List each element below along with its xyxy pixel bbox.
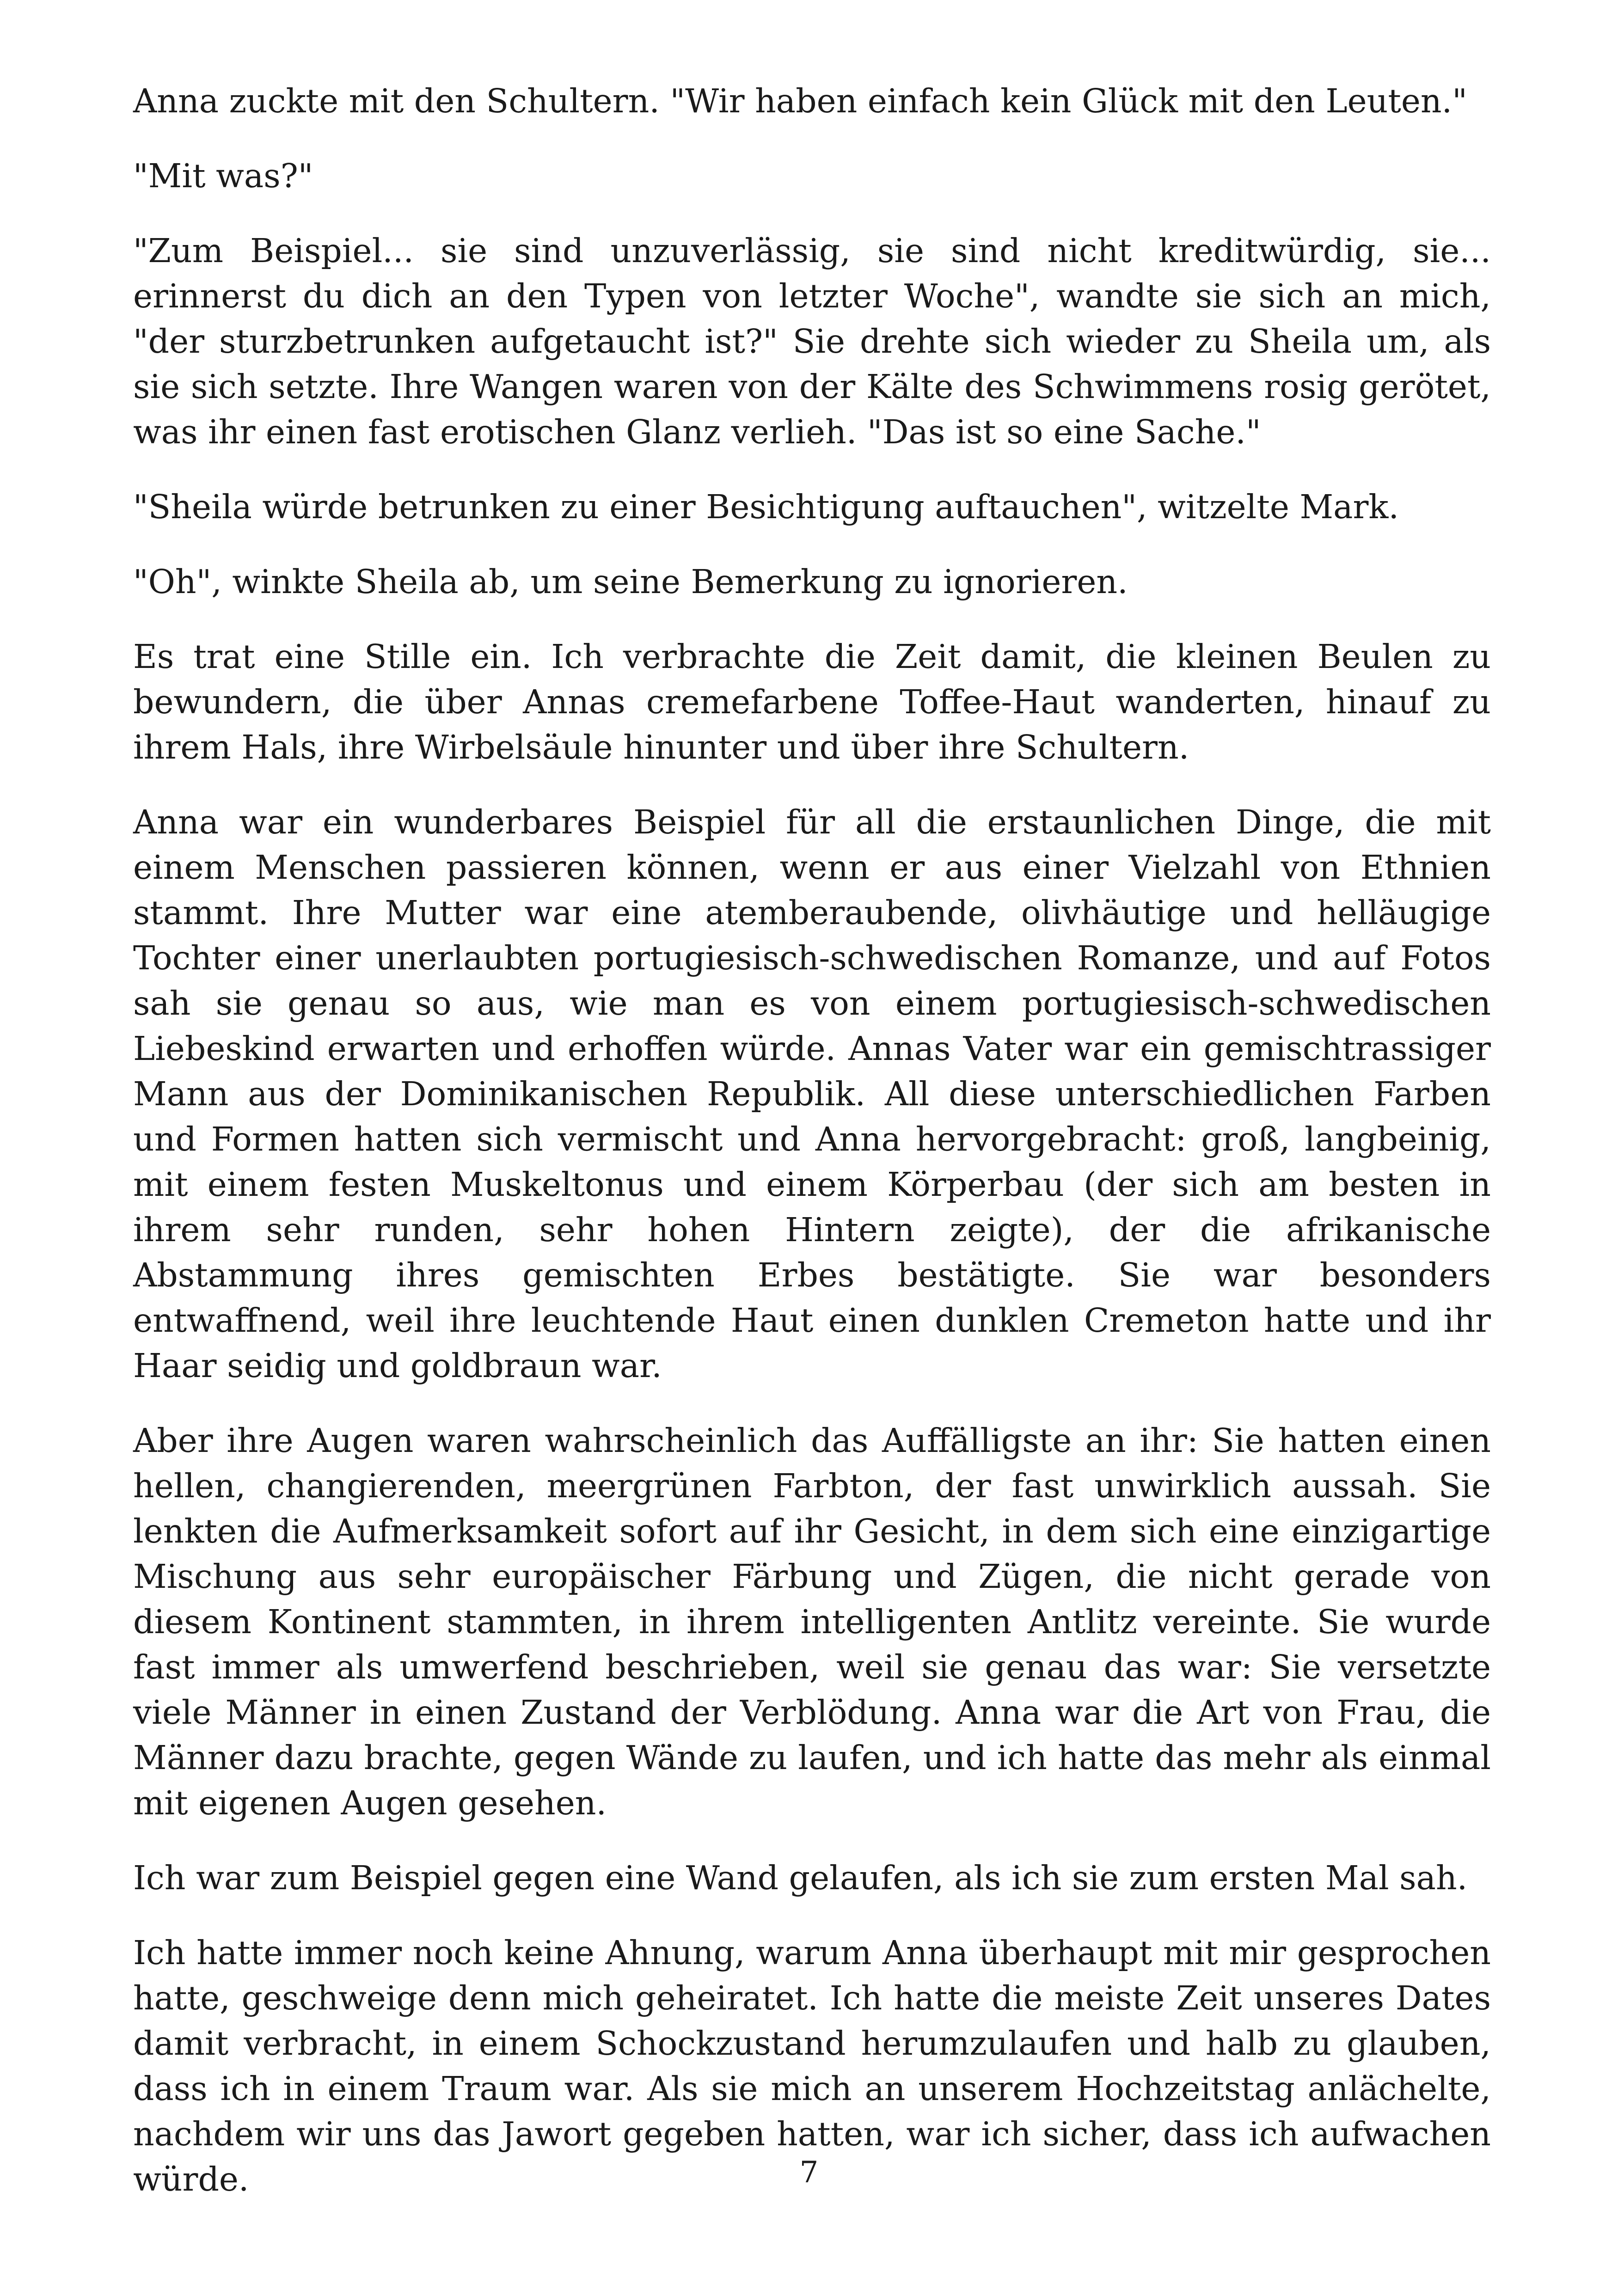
paragraph: Ich war zum Beispiel gegen eine Wand gelaufen, als ich sie zum ersten Mal sah.	[133, 1859, 1468, 1897]
paragraph: "Zum Beispiel... sie sind unzuverlässig, sie sind nicht kreditwürdig, sie... erinnerst du dich an den Typen von letzter Woche", wandte sie sich an mich, "der sturzbetrunken aufgetaucht ist?" Sie drehte sich wieder zu Sheila um, als sie sich setzte. Ihre Wangen waren von der Kälte des Schwimmens rosig gerötet, was ihr einen fast erotischen Glanz verlieh. "Das ist so eine Sache."	[133, 232, 1491, 451]
paragraph: Es trat eine Stille ein. Ich verbrachte die Zeit damit, die kleinen Beulen zu bewundern, die über Annas cremefarbene Toffee-Haut wanderten, hinauf zu ihrem Hals, ihre Wirbelsäule hinunter und über ihre Schultern.	[133, 637, 1491, 766]
paragraph: Ich hatte immer noch keine Ahnung, warum Anna überhaupt mit mir gesprochen hatte, geschweige denn mich geheiratet. Ich hatte die meiste Zeit unseres Dates damit verbracht, in einem Schockzustand herumzulaufen und halb zu glauben, dass ich in einem Traum war. Als sie mich an unserem Hochzeitstag anlächelte, nachdem wir uns das Jawort gegeben hatten, war ich sicher, dass ich aufwachen würde.	[133, 1934, 1491, 2198]
page-number: 7	[799, 2155, 819, 2190]
paragraph: Aber ihre Augen waren wahrscheinlich das Auffälligste an ihr: Sie hatten einen hellen, changierenden, meergrünen Farbton, der fast unwirklich aussah. Sie lenkten die Aufmerksamkeit sofort auf ihr Gesicht, in dem sich eine einzigartige Mischung aus sehr europäischer Färbung und Zügen, die nicht gerade von diesem Kontinent stammten, in ihrem intelligenten Antlitz vereinte. Sie wurde fast immer als umwerfend beschrieben, weil sie genau das war: Sie versetzte viele Männer in einen Zustand der Verblödung. Anna war die Art von Frau, die Männer dazu brachte, gegen Wände zu laufen, und ich hatte das mehr als einmal mit eigenen Augen gesehen.	[133, 1421, 1491, 1822]
paragraph: Anna zuckte mit den Schultern. "Wir haben einfach kein Glück mit den Leuten."	[133, 82, 1467, 120]
paragraph: "Oh", winkte Sheila ab, um seine Bemerkung zu ignorieren.	[133, 563, 1128, 601]
paragraph: Anna war ein wunderbares Beispiel für all die erstaunlichen Dinge, die mit einem Menschen passieren können, wenn er aus einer Vielzahl von Ethnien stammt. Ihre Mutter war eine atemberaubende, olivhäutige und helläugige Tochter einer unerlaubten portugiesisch-schwedischen Romanze, und auf Fotos sah sie genau so aus, wie man es von einem portugiesisch-schwedischen Liebeskind erwarten und erhoffen würde. Annas Vater war ein gemischtrassiger Mann aus der Dominikanischen Republik. All diese unterschiedlichen Farben und Formen hatten sich vermischt und Anna hervorgebracht: groß, langbeinig, mit einem festen Muskeltonus und einem Körperbau (der sich am besten in ihrem sehr runden, sehr hohen Hintern zeigte), der die afrikanische Abstammung ihres gemischten Erbes bestätigte. Sie war besonders entwaffnend, weil ihre leuchtende Haut einen dunklen Cremeton hatte und ihr Haar seidig und goldbraun war.	[133, 803, 1491, 1385]
body-text	[133, 79, 1491, 2232]
paragraph: "Mit was?"	[133, 157, 313, 195]
paragraph: "Sheila würde betrunken zu einer Besichtigung auftauchen", witzelte Mark.	[133, 488, 1399, 526]
